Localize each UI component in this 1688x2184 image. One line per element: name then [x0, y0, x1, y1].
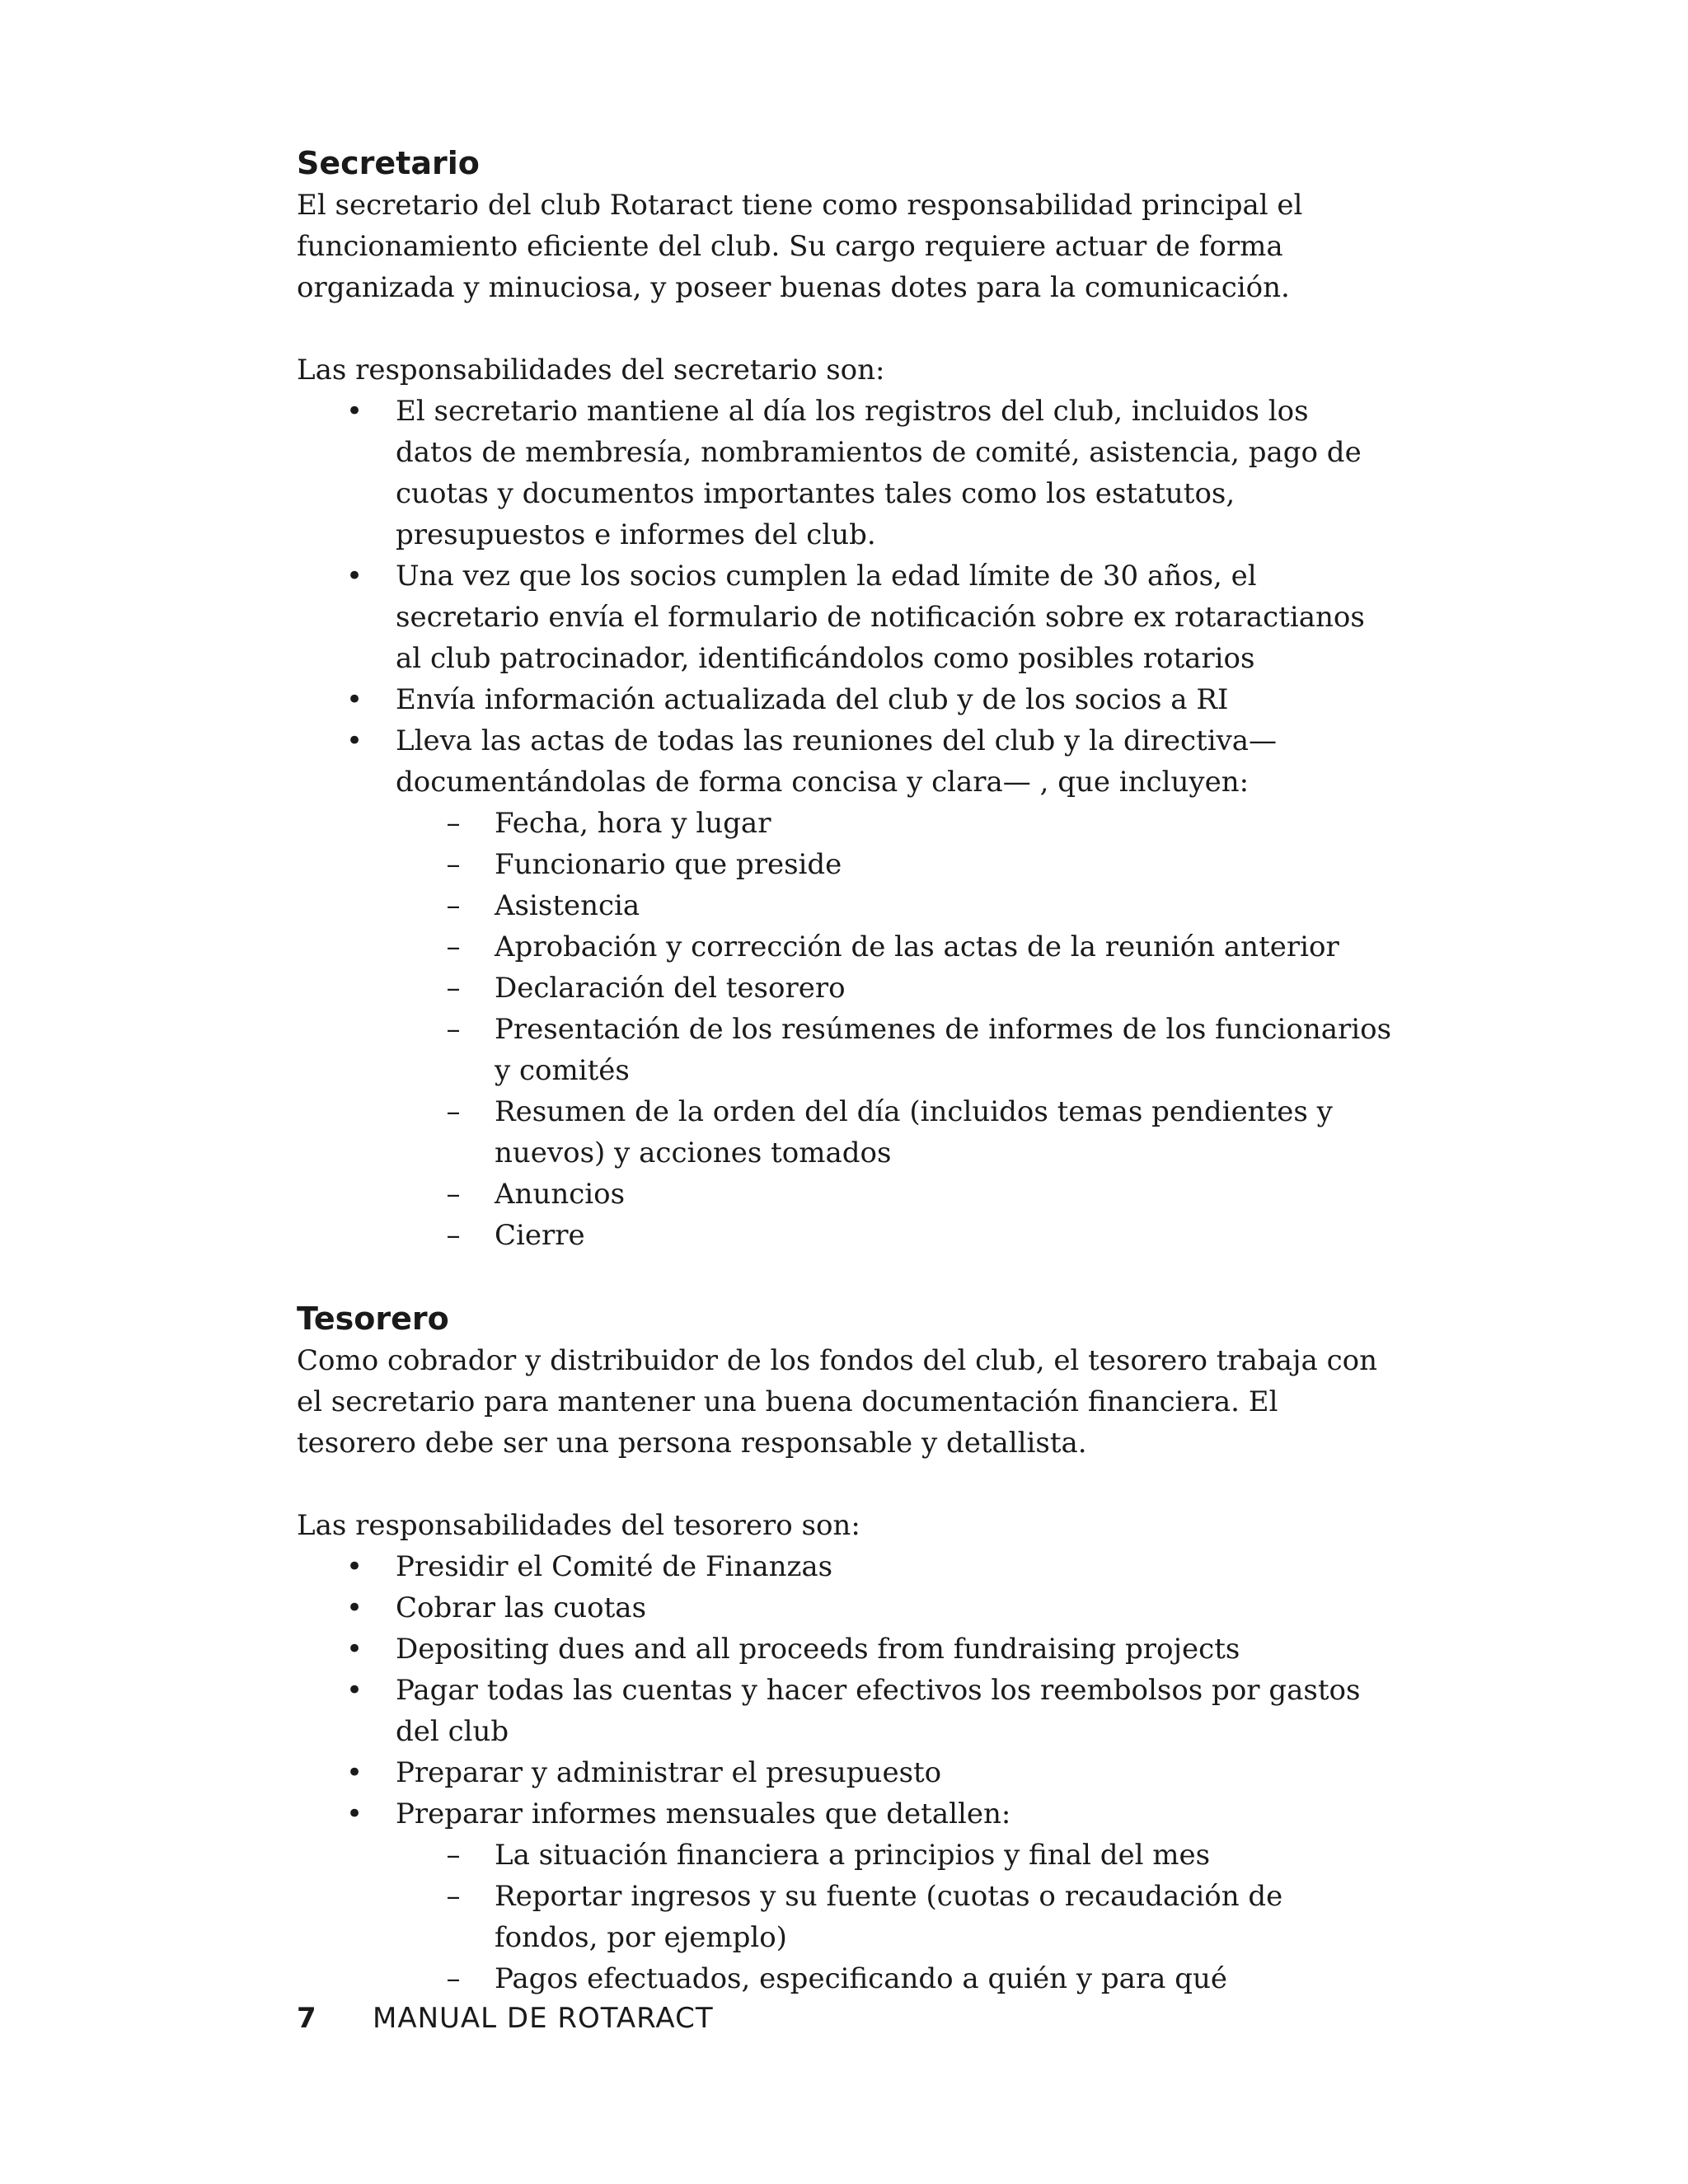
dash-marker: –	[446, 1219, 461, 1252]
sublist-item-text: Reportar ingresos y su fuente (cuotas o recaudación de fondos, por ejemplo)	[495, 1880, 1283, 1954]
sublist-item	[446, 844, 1393, 885]
secretary-intro: El secretario del club Rotaract tiene como responsabilidad principal el funcionamiento eficiente del club. Su cargo requiere actuar de forma organizada y minuciosa, y poseer buenas dotes para la comunicación.	[297, 189, 1303, 304]
section-gap	[297, 1256, 1393, 1297]
sublist-item	[446, 1835, 1393, 1876]
list-item	[346, 391, 1393, 555]
list-item-text: Lleva las actas de todas las reuniones del club y la directiva— documentándolas de forma concisa y clara— , que incluyen:	[396, 724, 1278, 799]
sublist-item-text: La situación financiera a principios y final del mes	[495, 1839, 1211, 1872]
sublist-item-text: Pagos efectuados, especificando a quién y para qué	[495, 1962, 1228, 1995]
secretary-list-intro: Las responsabilidades del secretario son:	[297, 354, 885, 387]
dash-marker: –	[446, 807, 461, 840]
sublist-item	[446, 803, 1393, 844]
sublist-item	[446, 1958, 1393, 1999]
sublist-item	[446, 1876, 1393, 1958]
paragraph-gap	[297, 1464, 1393, 1505]
sublist-item	[446, 1215, 1393, 1256]
list-item	[346, 1629, 1393, 1670]
treasurer-responsibilities-list	[297, 1546, 1393, 1999]
list-item	[346, 1793, 1393, 1999]
sublist-item-text: Fecha, hora y lugar	[495, 807, 771, 840]
meeting-minutes-sublist	[396, 803, 1393, 1256]
list-item-text: El secretario mantiene al día los registros del club, incluidos los datos de membresía, nombramientos de comité, asistencia, pago de cuotas y documentos importantes tales como los estatutos, presupuestos e informes del club.	[396, 395, 1362, 551]
monthly-report-sublist	[396, 1835, 1393, 1999]
sublist-item	[446, 968, 1393, 1009]
secretary-heading: Secretario	[297, 145, 480, 181]
bullet-marker: •	[346, 724, 363, 757]
dash-marker: –	[446, 1962, 461, 1995]
secretary-responsibilities-list	[297, 391, 1393, 1256]
bullet-marker: •	[346, 1756, 363, 1789]
list-item-text: Preparar informes mensuales que detallen:	[396, 1797, 1011, 1830]
bullet-marker: •	[346, 1633, 363, 1666]
page-footer	[297, 1998, 714, 2039]
list-item	[346, 1587, 1393, 1629]
dash-marker: –	[446, 848, 461, 881]
sublist-item	[446, 1091, 1393, 1174]
treasurer-intro: Como cobrador y distribuidor de los fondos del club, el tesorero trabaja con el secretario para mantener una buena documentación financiera. El tesorero debe ser una persona responsable y detallista.	[297, 1344, 1377, 1460]
dash-marker: –	[446, 930, 461, 963]
bullet-marker: •	[346, 1550, 363, 1583]
list-item-text: Preparar y administrar el presupuesto	[396, 1756, 942, 1789]
dash-marker: –	[446, 889, 461, 922]
list-item-text: Pagar todas las cuentas y hacer efectivos los reembolsos por gastos del club	[396, 1674, 1361, 1748]
sublist-item-text: Funcionario que preside	[495, 848, 842, 881]
sublist-item-text: Aprobación y corrección de las actas de la reunión anterior	[495, 930, 1339, 963]
sublist-item	[446, 1174, 1393, 1215]
sublist-item	[446, 1009, 1393, 1091]
sublist-item	[446, 885, 1393, 926]
sublist-item-text: Asistencia	[495, 889, 640, 922]
bullet-marker: •	[346, 1674, 363, 1707]
dash-marker: –	[446, 1178, 461, 1211]
dash-marker: –	[446, 972, 461, 1005]
treasurer-heading: Tesorero	[297, 1301, 449, 1337]
list-item-text: Cobrar las cuotas	[396, 1591, 647, 1624]
list-item	[346, 1752, 1393, 1793]
list-item	[346, 679, 1393, 720]
list-item	[346, 1546, 1393, 1587]
list-item	[346, 1670, 1393, 1752]
footer-title: MANUAL DE ROTARACT	[373, 2002, 714, 2035]
bullet-marker: •	[346, 560, 363, 593]
paragraph-gap	[297, 308, 1393, 349]
bullet-marker: •	[346, 395, 363, 428]
dash-marker: –	[446, 1880, 461, 1913]
dash-marker: –	[446, 1013, 461, 1046]
treasurer-list-intro: Las responsabilidades del tesorero son:	[297, 1509, 860, 1542]
sublist-item-text: Presentación de los resúmenes de informes de los funcionarios y comités	[495, 1013, 1392, 1087]
dash-marker: –	[446, 1839, 461, 1872]
list-item-text: Presidir el Comité de Finanzas	[396, 1550, 833, 1583]
list-item-text: Una vez que los socios cumplen la edad límite de 30 años, el secretario envía el formulario de notificación sobre ex rotaractianos al club patrocinador, identificándolos como posibles rotarios	[396, 560, 1365, 675]
sublist-item	[446, 926, 1393, 968]
sublist-item-text: Resumen de la orden del día (incluidos temas pendientes y nuevos) y acciones tomados	[495, 1095, 1333, 1169]
list-item-text: Depositing dues and all proceeds from fundraising projects	[396, 1633, 1240, 1666]
bullet-marker: •	[346, 683, 363, 716]
bullet-marker: •	[346, 1797, 363, 1830]
bullet-marker: •	[346, 1591, 363, 1624]
list-item	[346, 555, 1393, 679]
list-item-text: Envía información actualizada del club y de los socios a RI	[396, 683, 1229, 716]
list-item	[346, 720, 1393, 1256]
page-content	[297, 142, 1393, 1999]
sublist-item-text: Declaración del tesorero	[495, 972, 846, 1005]
page-number: 7	[297, 2002, 317, 2035]
sublist-item-text: Cierre	[495, 1219, 585, 1252]
sublist-item-text: Anuncios	[495, 1178, 626, 1211]
dash-marker: –	[446, 1095, 461, 1128]
